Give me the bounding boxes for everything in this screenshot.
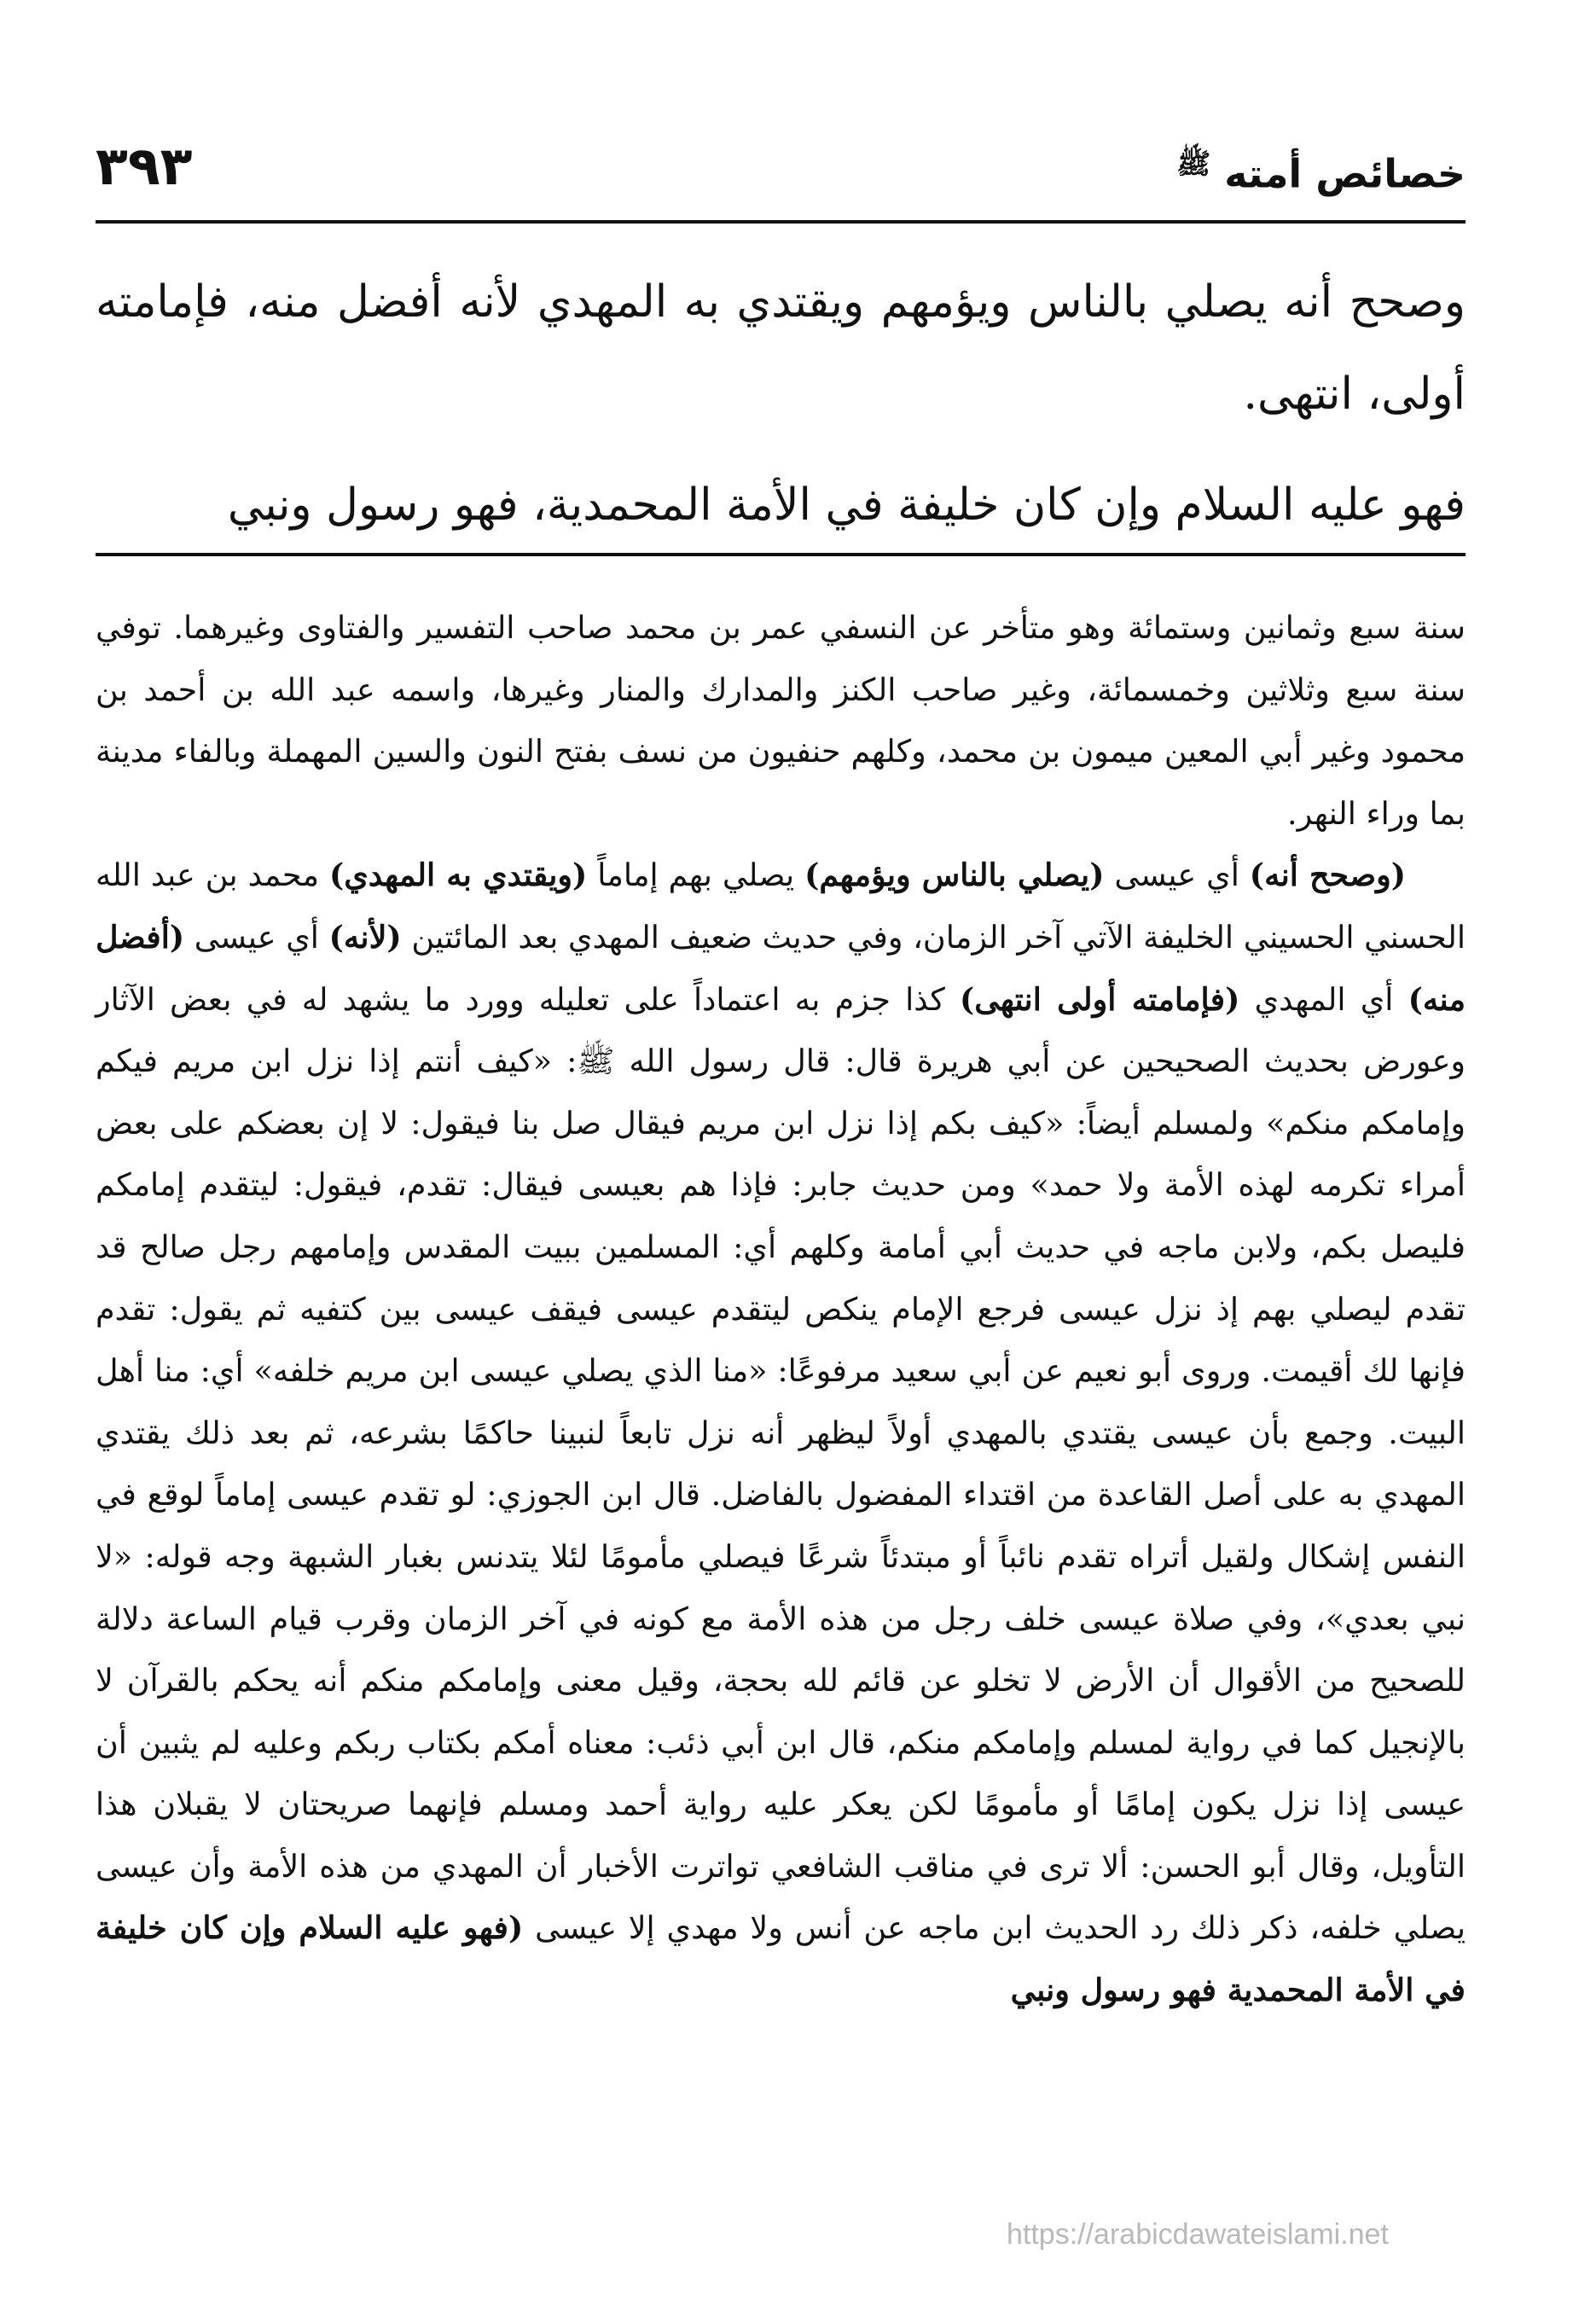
- honorific-glyph: ﷺ: [1176, 147, 1211, 180]
- commentary-text: يصلي بهم إماماً: [587, 857, 805, 894]
- commentary-text: كذا جزم به اعتماداً على تعليله وورد ما يشهد له في بعض الآثار وعورض بحديث الصحيحين عن أبي هريرة قال: قال رسول الله ﷺ: «كيف أنتم إذا نزل ابن مريم فيكم وإمامكم منكم» ولمسلم أيضاً: «كيف بكم إذا نزل ابن مريم فيقال صل بنا فيقول: لا إن بعضكم على بعض أمراء تكرمه لهذه الأمة ولا حمد» ومن حديث جابر: فإذا هم بعيسى فيقال: تقدم، فيقول: ليتقدم إمامكم فليصل بكم، ولابن ماجه في حديث أبي أمامة وكلهم أي: المسلمين ببيت المقدس وإمامهم رجل صالح قد تقدم ليصلي بهم إذ نزل عيسى فرجع الإمام ينكص ليتقدم عيسى فيقف عيسى بين كتفيه ثم يقول: تقدم فإنها لك أقيمت. وروى أبو نعيم عن أبي سعيد مرفوعًا: «منا الذي يصلي عيسى ابن مريم خلفه» أي: منا أهل البيت. وجمع بأن عيسى يقتدي بالمهدي أولاً ليظهر أنه نزل تابعاً لنبينا حاكمًا بشرعه، ثم بعد ذلك يقتدي المهدي به على أصل القاعدة من اقتداء المفضول بالفاضل. قال ابن الجوزي: لو تقدم عيسى إماماً لوقع في النفس إشكال ولقيل أتراه تقدم نائباً أو مبتدئاً شرعًا فيصلي مأمومًا لئلا يتدنس بغبار الشبهة وجه قوله: «لا نبي بعدي»، وفي صلاة عيسى خلف رجل من هذه الأمة مع كونه في آخر الزمان وقرب قيام الساعة دلالة للصحيح من الأقوال أن الأرض لا تخلو عن قائم لله بحجة، وقيل معنى وإمامكم منكم أنه يحكم بالقرآن لا بالإنجيل كما في رواية لمسلم وإمامكم منكم، قال ابن أبي ذئب: معناه أمكم بكتاب ربكم وعليه لم يثبين أن عيسى إذا نزل يكون إمامًا أو مأمومًا لكن يعكر عليه رواية أحمد ومسلم فإنهما صريحتان لا يقبلان هذا التأويل، وقال أبو الحسن: ألا ترى في مناقب الشافعي تواترت الأخبار أن المهدي من هذه الأمة وأن عيسى يصلي خلفه، ذكر ذلك رد الحديث ابن ماجه عن أنس ولا مهدي إلا عيسى: [96, 980, 1466, 1947]
- page-number: ٣٩٣: [96, 135, 193, 197]
- source-watermark: https://arabicdawateislami.net: [1007, 2218, 1389, 2251]
- quoted-phrase: (وصحح أنه): [1249, 857, 1406, 894]
- quoted-phrase: (فإمامته أولى انتهى): [960, 980, 1240, 1018]
- quoted-phrase: (يصلي بالناس ويؤمهم): [804, 857, 1105, 894]
- page-header: [96, 128, 1466, 213]
- main-text-rule: [96, 553, 1466, 556]
- main-text: [96, 256, 1466, 551]
- commentary: [96, 597, 1466, 2022]
- main-text-paragraph-1: وصحح أنه يصلي بالناس ويؤمهم ويقتدي به المهدي لأنه أفضل منه، فإمامته أولى، انتهى.: [96, 276, 1466, 420]
- quoted-phrase: (فهو عليه السلام وإن كان خليفة في الأمة المحمدية فهو رسول ونبي: [96, 1909, 1466, 2009]
- main-text-paragraph-2: فهو عليه السلام وإن كان خليفة في الأمة المحمدية، فهو رسول ونبي: [227, 479, 1466, 531]
- quoted-phrase: (لأنه): [328, 918, 402, 956]
- quoted-phrase: (ويقتدي به المهدي): [328, 857, 588, 894]
- running-head: [1176, 147, 1466, 196]
- header-rule: [96, 220, 1466, 224]
- running-head-text: خصائص أمته: [1224, 150, 1466, 197]
- commentary-text: أي المهدي: [1239, 980, 1408, 1018]
- commentary-paragraph-2: [96, 845, 1466, 2021]
- commentary-text: أي عيسى: [184, 918, 329, 956]
- commentary-paragraph-1: سنة سبع وثمانين وستمائة وهو متأخر عن النسفي عمر بن محمد صاحب التفسير والفتاوى وغيرهما. توفي سنة سبع وثلاثين وخمسمائة، وغير صاحب الكنز والمدارك والمنار وغيرها، واسمه عبد الله بن أحمد بن محمود وغير أبي المعين ميمون بن محمد، وكلهم حنفيون من نسف بفتح النون والسين المهملة وبالفاء مدينة بما وراء النهر.: [96, 609, 1466, 832]
- quoted-phrase: (أفضل منه): [96, 918, 1466, 1018]
- commentary-text: محمد بن عبد الله الحسني الحسيني الخليفة الآتي آخر الزمان، وفي حديث ضعيف المهدي بعد المائتين: [96, 857, 1466, 956]
- commentary-text: أي عيسى: [1104, 857, 1250, 894]
